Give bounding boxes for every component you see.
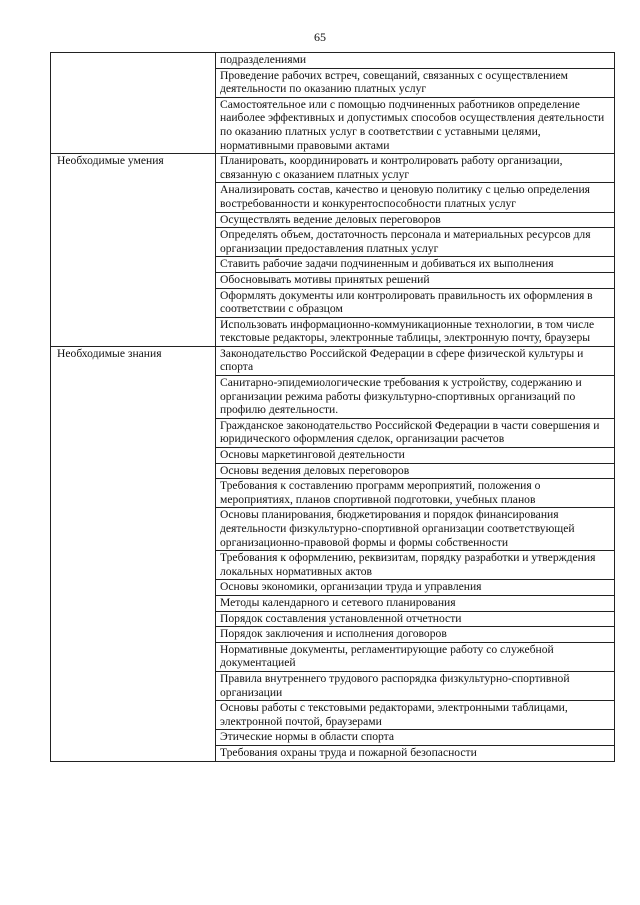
requirement-item	[216, 730, 615, 746]
requirement-item	[216, 595, 615, 611]
requirement-text: Обосновывать мотивы принятых решений	[220, 272, 430, 286]
requirement-item	[216, 228, 615, 257]
competency-table	[50, 52, 615, 762]
requirement-text: Нормативные документы, регламентирующие работу со служебной документацией	[220, 642, 554, 670]
requirement-text: Правила внутреннего трудового распорядка физкультурно-спортивной организации	[220, 671, 570, 699]
requirement-text: Требования охраны труда и пожарной безопасности	[220, 745, 477, 759]
page-number: 65	[314, 30, 326, 44]
requirement-item	[216, 611, 615, 627]
requirement-item	[216, 479, 615, 508]
requirement-text: Основы маркетинговой деятельности	[220, 448, 405, 462]
requirement-text: Гражданское законодательство Российской Федерации в части совершения и юридического оформления сделок, организации расчетов	[220, 418, 600, 446]
requirement-item	[216, 627, 615, 643]
requirement-item	[216, 346, 615, 375]
requirement-item	[216, 745, 615, 761]
requirement-item	[216, 463, 615, 479]
requirement-text: подразделениями	[220, 53, 307, 66]
requirement-text: Требования к оформлению, реквизитам, порядку разработки и утверждения локальных нормативных актов	[220, 551, 596, 578]
requirement-item	[216, 701, 615, 730]
competency-table-body	[51, 53, 615, 762]
requirement-text: Требования к составлению программ мероприятий, положения о мероприятиях, планов спортивной подготовки, учебных планов	[220, 479, 541, 506]
section-label: Необходимые знания	[51, 346, 216, 761]
requirement-item	[216, 183, 615, 212]
requirement-text: Проведение рабочих встреч, совещаний, связанных с осуществлением деятельности по оказанию платных услуг	[220, 68, 569, 96]
requirement-text: Основы планирования, бюджетирования и порядок финансирования деятельности физкультурно-спортивной организации соответствующей организационно-правовой формы и формы собственности	[220, 508, 575, 549]
requirement-text: Самостоятельное или с помощью подчиненных работников определение наиболее эффективных и допустимых способов осуществления деятельности по оказанию платных услуг в соответствии с уставными целями, нормативными правовыми актами	[220, 97, 605, 152]
requirement-item	[216, 317, 615, 346]
requirement-text: Использовать информационно-коммуникационные технологии, в том числе текстовые редакторы, электронные таблицы, электронную почту, браузеры	[220, 317, 595, 345]
requirement-item	[216, 671, 615, 700]
requirement-item	[216, 97, 615, 153]
requirement-item	[216, 154, 615, 183]
requirement-text: Основы работы с текстовыми редакторами, электронными таблицами, электронной почтой, браузерами	[220, 701, 568, 728]
requirement-item	[216, 418, 615, 447]
requirement-item	[216, 508, 615, 551]
requirement-text: Порядок заключения и исполнения договоров	[220, 627, 447, 641]
requirement-item	[216, 68, 615, 97]
requirement-text: Методы календарного и сетевого планирования	[220, 595, 456, 609]
requirement-item	[216, 257, 615, 273]
requirement-text: Основы ведения деловых переговоров	[220, 463, 410, 477]
section-label: Необходимые умения	[51, 154, 216, 347]
requirement-text: Оформлять документы или контролировать правильность их оформления в соответствии с образцом	[220, 288, 593, 316]
requirement-item	[216, 288, 615, 317]
section-label	[51, 53, 216, 154]
requirement-text: Порядок составления установленной отчетности	[220, 611, 462, 625]
requirement-text: Этические нормы в области спорта	[220, 730, 395, 744]
requirement-text: Основы экономики, организации труда и управления	[220, 580, 482, 594]
requirement-text: Определять объем, достаточность персонала и материальных ресурсов для организации предоставления платных услуг	[220, 228, 591, 255]
requirement-item	[216, 272, 615, 288]
requirement-text: Анализировать состав, качество и ценовую политику с целью определения востребованности и конкурентоспособности платных услуг	[220, 183, 591, 210]
requirement-text: Ставить рабочие задачи подчиненным и добиваться их выполнения	[220, 257, 554, 271]
requirement-text: Законодательство Российской Федерации в сфере физической культуры и спорта	[220, 346, 584, 374]
table-row	[51, 346, 615, 375]
requirement-item	[216, 53, 615, 69]
requirement-item	[216, 212, 615, 228]
requirement-text: Санитарно-эпидемиологические требования к устройству, содержанию и организации режима работы физкультурно-спортивных организаций по профилю деятельности.	[220, 376, 582, 417]
table-row	[51, 53, 615, 69]
requirement-text: Планировать, координировать и контролировать работу организации, связанную с оказанием платных услуг	[220, 154, 563, 181]
requirement-item	[216, 376, 615, 419]
requirement-item	[216, 580, 615, 596]
requirement-item	[216, 642, 615, 671]
table-row	[51, 154, 615, 183]
requirement-item	[216, 448, 615, 464]
requirement-item	[216, 551, 615, 580]
requirement-text: Осуществлять ведение деловых переговоров	[220, 212, 441, 226]
